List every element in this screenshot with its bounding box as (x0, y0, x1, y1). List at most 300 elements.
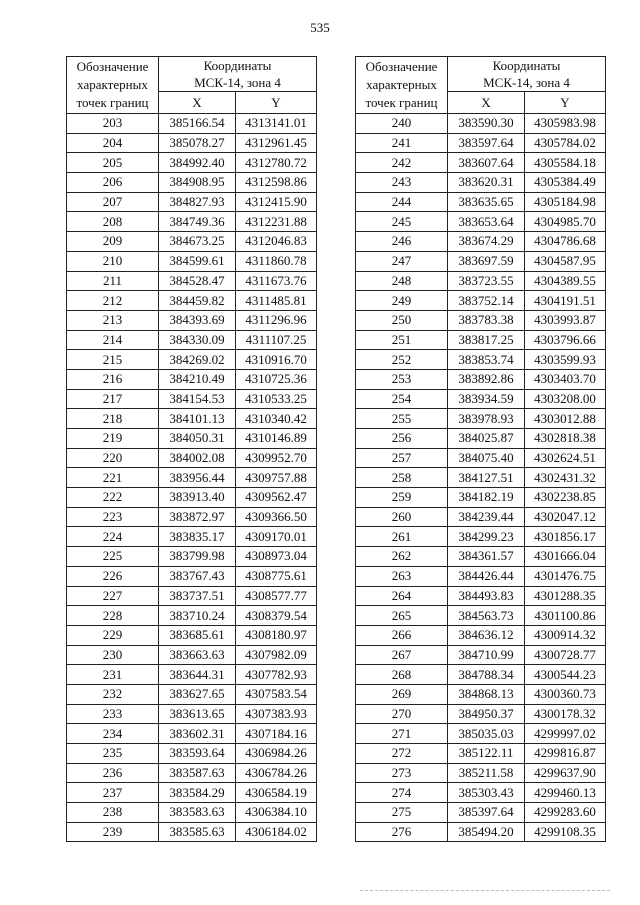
table-row (356, 409, 606, 429)
table-row (356, 822, 606, 842)
x-coordinate-cell: 384868.13 (448, 684, 525, 704)
y-coordinate-cell: 4311296.96 (236, 310, 317, 330)
x-coordinate-cell: 383697.59 (448, 251, 525, 271)
table-row (356, 606, 606, 626)
point-number-cell: 228 (67, 606, 159, 626)
point-number-cell: 251 (356, 330, 448, 350)
point-number-cell: 265 (356, 606, 448, 626)
y-coordinate-cell: 4301856.17 (525, 527, 606, 547)
x-coordinate-cell: 383585.63 (159, 822, 236, 842)
point-number-cell: 234 (67, 724, 159, 744)
y-coordinate-cell: 4312046.83 (236, 232, 317, 252)
table-row (356, 665, 606, 685)
x-coordinate-cell: 384992.40 (159, 153, 236, 173)
y-coordinate-cell: 4309170.01 (236, 527, 317, 547)
x-coordinate-cell: 383783.38 (448, 310, 525, 330)
table-row (356, 153, 606, 173)
table-row (356, 173, 606, 193)
point-number-cell: 269 (356, 684, 448, 704)
table-body-right (356, 114, 606, 842)
table-row (356, 763, 606, 783)
point-number-cell: 206 (67, 173, 159, 193)
x-coordinate-cell: 384673.25 (159, 232, 236, 252)
y-coordinate-cell: 4311107.25 (236, 330, 317, 350)
point-number-cell: 230 (67, 645, 159, 665)
x-coordinate-cell: 384749.36 (159, 212, 236, 232)
y-coordinate-cell: 4310533.25 (236, 389, 317, 409)
y-coordinate-cell: 4305784.02 (525, 133, 606, 153)
y-coordinate-cell: 4302047.12 (525, 507, 606, 527)
point-number-cell: 253 (356, 369, 448, 389)
table-row (67, 212, 317, 232)
point-number-cell: 218 (67, 409, 159, 429)
table-row (67, 586, 317, 606)
y-column-header: Y (236, 92, 317, 114)
x-coordinate-cell: 385122.11 (448, 744, 525, 764)
y-coordinate-cell: 4308973.04 (236, 547, 317, 567)
table-row (356, 114, 606, 134)
x-coordinate-cell: 383620.31 (448, 173, 525, 193)
point-number-cell: 276 (356, 822, 448, 842)
table-row (356, 448, 606, 468)
point-number-cell: 275 (356, 803, 448, 823)
x-coordinate-cell: 383613.65 (159, 704, 236, 724)
table-row (356, 645, 606, 665)
x-coordinate-cell: 384002.08 (159, 448, 236, 468)
y-coordinate-cell: 4311860.78 (236, 251, 317, 271)
point-number-cell: 272 (356, 744, 448, 764)
x-coordinate-cell: 384950.37 (448, 704, 525, 724)
table-row (356, 547, 606, 567)
y-coordinate-cell: 4308577.77 (236, 586, 317, 606)
x-coordinate-cell: 383607.64 (448, 153, 525, 173)
x-column-header: X (448, 92, 525, 114)
table-row (356, 507, 606, 527)
point-number-cell: 264 (356, 586, 448, 606)
y-coordinate-cell: 4311485.81 (236, 291, 317, 311)
x-coordinate-cell: 383602.31 (159, 724, 236, 744)
point-number-cell: 249 (356, 291, 448, 311)
point-number-cell: 217 (67, 389, 159, 409)
table-row (67, 291, 317, 311)
x-coordinate-cell: 384075.40 (448, 448, 525, 468)
x-coordinate-cell: 385035.03 (448, 724, 525, 744)
y-coordinate-cell: 4300178.32 (525, 704, 606, 724)
x-coordinate-cell: 384459.82 (159, 291, 236, 311)
y-coordinate-cell: 4301666.04 (525, 547, 606, 567)
y-coordinate-cell: 4302818.38 (525, 429, 606, 449)
y-coordinate-cell: 4306184.02 (236, 822, 317, 842)
x-coordinate-cell: 383853.74 (448, 350, 525, 370)
point-label-line: характерных (77, 77, 148, 92)
y-coordinate-cell: 4302238.85 (525, 488, 606, 508)
table-row (67, 507, 317, 527)
point-number-cell: 211 (67, 271, 159, 291)
table-row (67, 173, 317, 193)
point-number-cell: 213 (67, 310, 159, 330)
point-number-cell: 216 (67, 369, 159, 389)
y-coordinate-cell: 4299283.60 (525, 803, 606, 823)
point-number-cell: 246 (356, 232, 448, 252)
y-coordinate-cell: 4299108.35 (525, 822, 606, 842)
point-number-cell: 221 (67, 468, 159, 488)
point-label-line: характерных (366, 77, 437, 92)
x-coordinate-cell: 384101.13 (159, 409, 236, 429)
x-coordinate-cell: 383584.29 (159, 783, 236, 803)
x-coordinate-cell: 384299.23 (448, 527, 525, 547)
x-coordinate-cell: 383653.64 (448, 212, 525, 232)
x-coordinate-cell: 383627.65 (159, 684, 236, 704)
y-coordinate-cell: 4313141.01 (236, 114, 317, 134)
point-number-cell: 263 (356, 566, 448, 586)
table-row (67, 763, 317, 783)
x-coordinate-cell: 383710.24 (159, 606, 236, 626)
table-row (67, 232, 317, 252)
point-number-cell: 212 (67, 291, 159, 311)
point-number-cell: 241 (356, 133, 448, 153)
point-number-cell: 243 (356, 173, 448, 193)
y-coordinate-cell: 4308775.61 (236, 566, 317, 586)
x-coordinate-cell: 383835.17 (159, 527, 236, 547)
table-row (67, 822, 317, 842)
table-row (67, 114, 317, 134)
table-row (356, 566, 606, 586)
x-coordinate-cell: 385078.27 (159, 133, 236, 153)
point-label-line: точек границ (76, 95, 149, 110)
x-coordinate-cell: 383644.31 (159, 665, 236, 685)
table-row (356, 192, 606, 212)
x-coordinate-cell: 384127.51 (448, 468, 525, 488)
y-coordinate-cell: 4303208.00 (525, 389, 606, 409)
x-column-header: X (159, 92, 236, 114)
table-row (67, 684, 317, 704)
point-number-cell: 244 (356, 192, 448, 212)
point-number-cell: 266 (356, 625, 448, 645)
y-coordinate-cell: 4307782.93 (236, 665, 317, 685)
point-number-cell: 215 (67, 350, 159, 370)
coordinates-header (159, 57, 317, 92)
y-coordinate-cell: 4309757.88 (236, 468, 317, 488)
x-coordinate-cell: 383956.44 (159, 468, 236, 488)
y-coordinate-cell: 4305584.18 (525, 153, 606, 173)
table-row (67, 429, 317, 449)
x-coordinate-cell: 385397.64 (448, 803, 525, 823)
table-row (67, 330, 317, 350)
y-coordinate-cell: 4304389.55 (525, 271, 606, 291)
table-row (356, 232, 606, 252)
table-row (67, 665, 317, 685)
y-coordinate-cell: 4302624.51 (525, 448, 606, 468)
y-coordinate-cell: 4299816.87 (525, 744, 606, 764)
point-number-cell: 224 (67, 527, 159, 547)
point-number-cell: 208 (67, 212, 159, 232)
y-coordinate-cell: 4300360.73 (525, 684, 606, 704)
y-coordinate-cell: 4300728.77 (525, 645, 606, 665)
table-row (67, 645, 317, 665)
y-coordinate-cell: 4306384.10 (236, 803, 317, 823)
x-coordinate-cell: 384493.83 (448, 586, 525, 606)
x-coordinate-cell: 383583.63 (159, 803, 236, 823)
coordinates-table-right (355, 56, 606, 842)
y-coordinate-cell: 4303599.93 (525, 350, 606, 370)
table-row (67, 606, 317, 626)
point-label-line: Обозначение (365, 59, 438, 74)
table-row (67, 704, 317, 724)
point-number-cell: 222 (67, 488, 159, 508)
point-number-cell: 210 (67, 251, 159, 271)
table-row (356, 330, 606, 350)
table-body-left (67, 114, 317, 842)
y-coordinate-cell: 4305983.98 (525, 114, 606, 134)
x-coordinate-cell: 384210.49 (159, 369, 236, 389)
x-coordinate-cell: 383767.43 (159, 566, 236, 586)
table-row (67, 488, 317, 508)
point-number-cell: 225 (67, 547, 159, 567)
point-number-cell: 257 (356, 448, 448, 468)
x-coordinate-cell: 385303.43 (448, 783, 525, 803)
point-label-line: точек границ (365, 95, 438, 110)
table-row (67, 625, 317, 645)
table-row (356, 468, 606, 488)
point-number-cell: 233 (67, 704, 159, 724)
table-row (356, 704, 606, 724)
table-row (67, 271, 317, 291)
table-row (356, 783, 606, 803)
y-coordinate-cell: 4312415.90 (236, 192, 317, 212)
x-coordinate-cell: 383913.40 (159, 488, 236, 508)
table-row (67, 724, 317, 744)
y-coordinate-cell: 4312961.45 (236, 133, 317, 153)
point-number-cell: 235 (67, 744, 159, 764)
y-coordinate-cell: 4303993.87 (525, 310, 606, 330)
page-edge-divider (360, 890, 610, 891)
y-coordinate-cell: 4310340.42 (236, 409, 317, 429)
x-coordinate-cell: 383817.25 (448, 330, 525, 350)
table-row (67, 547, 317, 567)
table-row (356, 744, 606, 764)
point-number-cell: 242 (356, 153, 448, 173)
point-label-line: Обозначение (76, 59, 149, 74)
y-coordinate-cell: 4310725.36 (236, 369, 317, 389)
x-coordinate-cell: 383892.86 (448, 369, 525, 389)
table-row (67, 389, 317, 409)
x-coordinate-cell: 383597.64 (448, 133, 525, 153)
x-coordinate-cell: 384636.12 (448, 625, 525, 645)
point-number-cell: 271 (356, 724, 448, 744)
y-coordinate-cell: 4304786.68 (525, 232, 606, 252)
point-number-cell: 256 (356, 429, 448, 449)
point-number-cell: 262 (356, 547, 448, 567)
y-coordinate-cell: 4308379.54 (236, 606, 317, 626)
x-coordinate-cell: 384710.99 (448, 645, 525, 665)
y-coordinate-cell: 4300544.23 (525, 665, 606, 685)
point-number-cell: 219 (67, 429, 159, 449)
table-row (356, 527, 606, 547)
y-coordinate-cell: 4307583.54 (236, 684, 317, 704)
y-coordinate-cell: 4308180.97 (236, 625, 317, 645)
table-row (67, 803, 317, 823)
table-row (67, 310, 317, 330)
table-row (67, 783, 317, 803)
y-coordinate-cell: 4307184.16 (236, 724, 317, 744)
x-coordinate-cell: 384827.93 (159, 192, 236, 212)
point-number-cell: 204 (67, 133, 159, 153)
y-coordinate-cell: 4303012.88 (525, 409, 606, 429)
table-row (356, 310, 606, 330)
x-coordinate-cell: 383674.29 (448, 232, 525, 252)
y-coordinate-cell: 4309952.70 (236, 448, 317, 468)
point-number-cell: 220 (67, 448, 159, 468)
table-row (356, 271, 606, 291)
point-number-cell: 237 (67, 783, 159, 803)
y-coordinate-cell: 4304191.51 (525, 291, 606, 311)
table-row (356, 251, 606, 271)
table-row (67, 409, 317, 429)
y-coordinate-cell: 4303403.70 (525, 369, 606, 389)
y-coordinate-cell: 4304985.70 (525, 212, 606, 232)
y-coordinate-cell: 4301288.35 (525, 586, 606, 606)
y-coordinate-cell: 4307982.09 (236, 645, 317, 665)
point-number-cell: 273 (356, 763, 448, 783)
x-coordinate-cell: 383663.63 (159, 645, 236, 665)
x-coordinate-cell: 384025.87 (448, 429, 525, 449)
table-row (356, 429, 606, 449)
y-coordinate-cell: 4302431.32 (525, 468, 606, 488)
y-coordinate-cell: 4299997.02 (525, 724, 606, 744)
y-coordinate-cell: 4299637.90 (525, 763, 606, 783)
coordinates-table-left (66, 56, 317, 842)
coordinates-header (448, 57, 606, 92)
y-coordinate-cell: 4305184.98 (525, 192, 606, 212)
y-coordinate-cell: 4312598.86 (236, 173, 317, 193)
y-coordinate-cell: 4307383.93 (236, 704, 317, 724)
x-coordinate-cell: 385211.58 (448, 763, 525, 783)
x-coordinate-cell: 383685.61 (159, 625, 236, 645)
x-coordinate-cell: 383723.55 (448, 271, 525, 291)
y-coordinate-cell: 4300914.32 (525, 625, 606, 645)
table-row (356, 488, 606, 508)
x-coordinate-cell: 383737.51 (159, 586, 236, 606)
y-coordinate-cell: 4304587.95 (525, 251, 606, 271)
y-coordinate-cell: 4312231.88 (236, 212, 317, 232)
x-coordinate-cell: 384182.19 (448, 488, 525, 508)
point-number-cell: 247 (356, 251, 448, 271)
x-coordinate-cell: 383635.65 (448, 192, 525, 212)
point-number-cell: 267 (356, 645, 448, 665)
point-number-cell: 226 (67, 566, 159, 586)
x-coordinate-cell: 384563.73 (448, 606, 525, 626)
y-coordinate-cell: 4309366.50 (236, 507, 317, 527)
x-coordinate-cell: 383752.14 (448, 291, 525, 311)
x-coordinate-cell: 384269.02 (159, 350, 236, 370)
point-number-cell: 248 (356, 271, 448, 291)
point-number-cell: 207 (67, 192, 159, 212)
point-number-cell: 223 (67, 507, 159, 527)
point-number-cell: 254 (356, 389, 448, 409)
x-coordinate-cell: 383934.59 (448, 389, 525, 409)
table-row (67, 566, 317, 586)
table-row (356, 369, 606, 389)
y-coordinate-cell: 4303796.66 (525, 330, 606, 350)
x-coordinate-cell: 383593.64 (159, 744, 236, 764)
table-row (67, 192, 317, 212)
y-coordinate-cell: 4305384.49 (525, 173, 606, 193)
point-number-cell: 238 (67, 803, 159, 823)
point-number-cell: 227 (67, 586, 159, 606)
table-row (67, 448, 317, 468)
x-coordinate-cell: 385166.54 (159, 114, 236, 134)
coords-label-line: Координаты (203, 58, 272, 73)
point-number-cell: 260 (356, 507, 448, 527)
x-coordinate-cell: 383978.93 (448, 409, 525, 429)
x-coordinate-cell: 384050.31 (159, 429, 236, 449)
x-coordinate-cell: 384361.57 (448, 547, 525, 567)
table-row (356, 212, 606, 232)
x-coordinate-cell: 385494.20 (448, 822, 525, 842)
x-coordinate-cell: 383799.98 (159, 547, 236, 567)
y-coordinate-cell: 4310146.89 (236, 429, 317, 449)
y-coordinate-cell: 4311673.76 (236, 271, 317, 291)
point-number-cell: 252 (356, 350, 448, 370)
point-number-cell: 229 (67, 625, 159, 645)
y-coordinate-cell: 4306584.19 (236, 783, 317, 803)
table-row (67, 527, 317, 547)
table-row (67, 153, 317, 173)
point-number-cell: 258 (356, 468, 448, 488)
x-coordinate-cell: 384426.44 (448, 566, 525, 586)
y-coordinate-cell: 4306984.26 (236, 744, 317, 764)
table-row (67, 350, 317, 370)
point-number-cell: 232 (67, 684, 159, 704)
table-row (356, 350, 606, 370)
point-number-cell: 236 (67, 763, 159, 783)
point-number-cell: 274 (356, 783, 448, 803)
point-number-cell: 231 (67, 665, 159, 685)
coords-label-line: МСК-14, зона 4 (194, 75, 281, 90)
table-row (67, 369, 317, 389)
point-number-cell: 239 (67, 822, 159, 842)
x-coordinate-cell: 384528.47 (159, 271, 236, 291)
y-coordinate-cell: 4309562.47 (236, 488, 317, 508)
point-number-cell: 240 (356, 114, 448, 134)
point-designation-header (356, 57, 448, 114)
x-coordinate-cell: 384908.95 (159, 173, 236, 193)
point-number-cell: 261 (356, 527, 448, 547)
table-row (356, 133, 606, 153)
table-row (356, 389, 606, 409)
point-number-cell: 250 (356, 310, 448, 330)
table-row (67, 251, 317, 271)
point-number-cell: 203 (67, 114, 159, 134)
table-row (356, 684, 606, 704)
point-number-cell: 270 (356, 704, 448, 724)
x-coordinate-cell: 384599.61 (159, 251, 236, 271)
y-coordinate-cell: 4310916.70 (236, 350, 317, 370)
point-number-cell: 259 (356, 488, 448, 508)
table-row (356, 586, 606, 606)
x-coordinate-cell: 383590.30 (448, 114, 525, 134)
table-row (356, 291, 606, 311)
coords-label-line: МСК-14, зона 4 (483, 75, 570, 90)
table-row (67, 468, 317, 488)
point-number-cell: 268 (356, 665, 448, 685)
x-coordinate-cell: 384154.53 (159, 389, 236, 409)
table-row (356, 625, 606, 645)
table-row (67, 133, 317, 153)
y-coordinate-cell: 4299460.13 (525, 783, 606, 803)
x-coordinate-cell: 384239.44 (448, 507, 525, 527)
y-coordinate-cell: 4312780.72 (236, 153, 317, 173)
